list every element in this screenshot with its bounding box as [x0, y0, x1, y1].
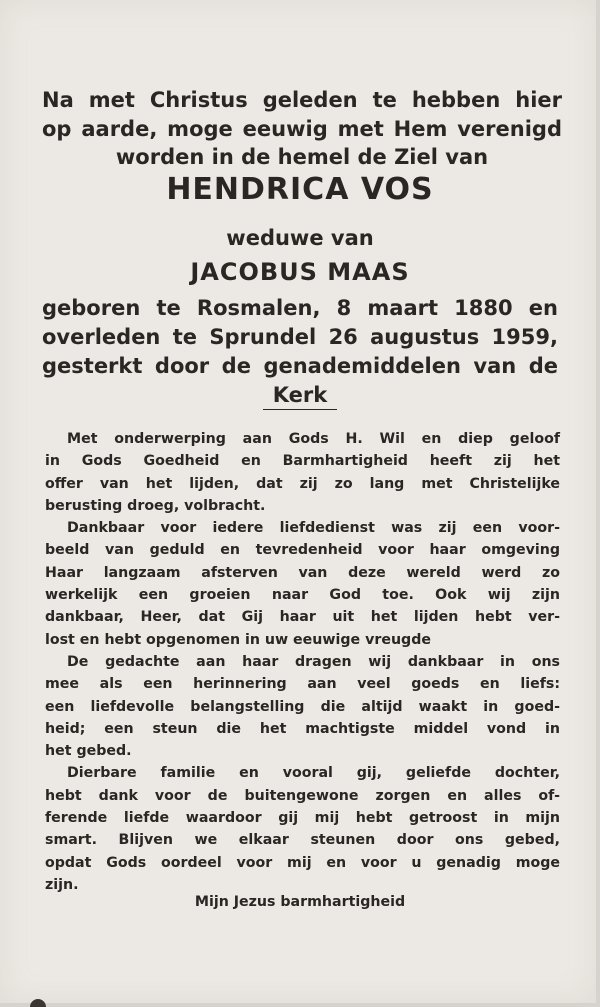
widow-of-label: weduwe van — [226, 226, 374, 250]
intro-line: Na met Christus geleden te hebben hier — [42, 88, 562, 112]
death-line: overleden te Sprundel 26 augustus 1959, — [42, 325, 558, 349]
corner-mark — [30, 999, 46, 1007]
sacrament-line: gesterkt door de genademiddelen van de — [42, 354, 558, 378]
paragraph-line: opdat Gods oordeel voor mij en voor u genadig moge — [45, 854, 560, 871]
paragraph-line: De gedachte aan haar dragen wij dankbaar in ons — [67, 653, 560, 670]
birth-line: geboren te Rosmalen, 8 maart 1880 en — [42, 296, 558, 320]
paragraph-line: lost en hebt opgenomen in uw eeuwige vreugde — [45, 631, 431, 648]
paragraph-line: hebt dank voor de buitengewone zorgen en alles of- — [45, 787, 560, 804]
closing-prayer: Mijn Jezus barmhartigheid — [194, 894, 406, 910]
body-text — [45, 428, 560, 896]
paragraph-line: offer van het lijden, dat zij zo lang met Christelijke — [45, 475, 560, 492]
paragraph-line: berusting droeg, volbracht. — [45, 497, 266, 514]
paragraph-line: Met onderwerping aan Gods H. Wil en diep geloof — [67, 431, 560, 447]
deceased-name: HENDRICA VOS — [166, 172, 434, 207]
paragraph-line: Dierbare familie en vooral gij, geliefde dochter, — [67, 765, 560, 782]
paragraph-line: heid; een steun die het machtigste middel vond in — [45, 720, 560, 737]
paragraph-line: dankbaar, Heer, dat Gij haar uit het lijden hebt ver- — [45, 609, 560, 626]
paragraph-line: Dankbaar voor iedere liefdedienst was zij een voor- — [67, 520, 560, 537]
paragraph-line: Haar langzaam afsterven van deze wereld werd zo — [45, 564, 560, 581]
birth-death-text — [42, 294, 558, 410]
church-word: Kerk — [263, 383, 337, 410]
paragraph-line: smart. Blijven we elkaar steunen door ons gebed, — [45, 832, 560, 849]
paragraph-line: in Gods Goedheid en Barmhartigheid heeft zij het — [45, 453, 560, 470]
paragraph-line: het gebed. — [45, 743, 132, 760]
paragraph-line: beeld van geduld en tevredenheid voor haar omgeving — [45, 542, 560, 559]
intro-line: op aarde, moge eeuwig met Hem verenigd — [42, 116, 562, 141]
paragraph-line: zijn. — [45, 876, 79, 893]
paragraph-line: ferende liefde waardoor gij mij hebt getroost in mijn — [45, 810, 560, 827]
intro-line: worden in de hemel de Ziel van — [115, 145, 489, 169]
intro-text — [42, 86, 562, 172]
paragraph-line: werkelijk een groeien naar God toe. Ook wij zijn — [45, 587, 560, 604]
paragraph-line: een liefdevolle belangstelling die altijd waakt in goed- — [45, 698, 560, 715]
husband-name: JACOBUS MAAS — [190, 258, 410, 286]
paragraph-line: mee als een herinnering aan veel goeds en liefs: — [45, 676, 560, 693]
church-line — [42, 381, 558, 410]
